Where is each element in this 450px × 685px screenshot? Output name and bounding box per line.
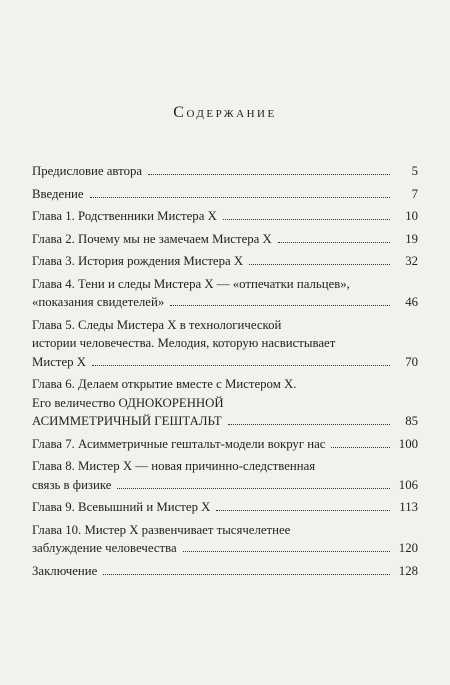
- toc-page-number: 70: [405, 354, 418, 369]
- dot-leader: [228, 424, 390, 425]
- toc-entry-title: АСИММЕТРИЧНЫЙ ГЕШТАЛЬТ: [42, 412, 222, 431]
- toc-entry-title: Введение: [42, 185, 84, 204]
- dot-leader: [216, 510, 390, 511]
- toc-entry-title: связь в физике: [42, 476, 111, 495]
- toc-entry: [32, 435, 418, 454]
- toc-page-number: 100: [398, 436, 418, 451]
- toc-page-number: 7: [411, 186, 418, 201]
- toc-entry-line: Глава 8. Мистер Х — новая причинно-следственная: [32, 459, 316, 473]
- toc-page-number: 5: [411, 164, 418, 178]
- toc-entry: [32, 316, 418, 372]
- dot-leader: [278, 242, 390, 243]
- toc-entry: [32, 562, 418, 581]
- dot-leader: [117, 488, 390, 489]
- toc-entry: [32, 162, 418, 181]
- toc-entry: [32, 207, 418, 226]
- toc-entry-title: Глава 7. Асимметричные гештальт-модели вокруг нас: [42, 435, 325, 454]
- toc-entry-line: Глава 5. Следы Мистера Х в технологической: [32, 317, 282, 332]
- table-of-contents: [32, 162, 418, 584]
- toc-entry-line: Его величество ОДНОКОРЕННОЙ: [32, 395, 224, 410]
- toc-entry-title: «показания свидетелей»: [42, 293, 164, 312]
- dot-leader: [90, 197, 390, 198]
- toc-entry: [32, 498, 418, 517]
- toc-entry-title: Глава 2. Почему мы не замечаем Мистера Х: [42, 230, 272, 249]
- toc-page-number: 19: [405, 231, 418, 246]
- toc-entry: [32, 457, 418, 494]
- toc-entry-line: Глава 6. Делаем открытие вместе с Мистером Х.: [32, 377, 297, 391]
- toc-entry-title: Мистер Х: [42, 353, 86, 372]
- page-title: Содержание: [173, 104, 277, 121]
- toc-entry-title: Глава 9. Всевышний и Мистер Х: [42, 498, 210, 517]
- dot-leader: [183, 551, 390, 552]
- toc-entry-title: Заключение: [42, 562, 97, 581]
- dot-leader: [223, 219, 390, 220]
- toc-entry: [32, 275, 418, 312]
- toc-page-number: 106: [398, 477, 418, 492]
- toc-entry: [32, 252, 418, 271]
- toc-page-number: 10: [405, 209, 418, 223]
- toc-entry-line: Глава 4. Тени и следы Мистера Х — «отпечатки пальцев»,: [32, 276, 350, 291]
- toc-page-number: 32: [405, 254, 418, 268]
- dot-leader: [170, 305, 390, 306]
- toc-entry-title: Предисловие автора: [42, 162, 142, 181]
- toc-page-number: 85: [405, 414, 418, 428]
- dot-leader: [103, 574, 390, 575]
- toc-entry: [32, 185, 418, 204]
- dot-leader: [92, 365, 390, 366]
- toc-page-number: 128: [398, 563, 418, 578]
- toc-page-number: 46: [405, 295, 418, 309]
- dot-leader: [148, 174, 390, 175]
- toc-entry: [32, 230, 418, 249]
- toc-entry: [32, 521, 418, 558]
- toc-entry-title: Глава 1. Родственники Мистера Х: [42, 207, 217, 226]
- toc-page-number: 113: [399, 500, 418, 514]
- toc-entry-line: Глава 10. Мистер Х развенчивает тысячелетнее: [32, 522, 291, 537]
- dot-leader: [249, 264, 390, 265]
- toc-page-number: 120: [398, 541, 418, 555]
- toc-entry-line: истории человечества. Мелодия, которую насвистывает: [32, 336, 336, 350]
- dot-leader: [331, 447, 390, 448]
- toc-entry: [32, 375, 418, 431]
- toc-entry-title: Глава 3. История рождения Мистера Х: [42, 252, 243, 271]
- toc-entry-title: заблуждение человечества: [42, 539, 177, 558]
